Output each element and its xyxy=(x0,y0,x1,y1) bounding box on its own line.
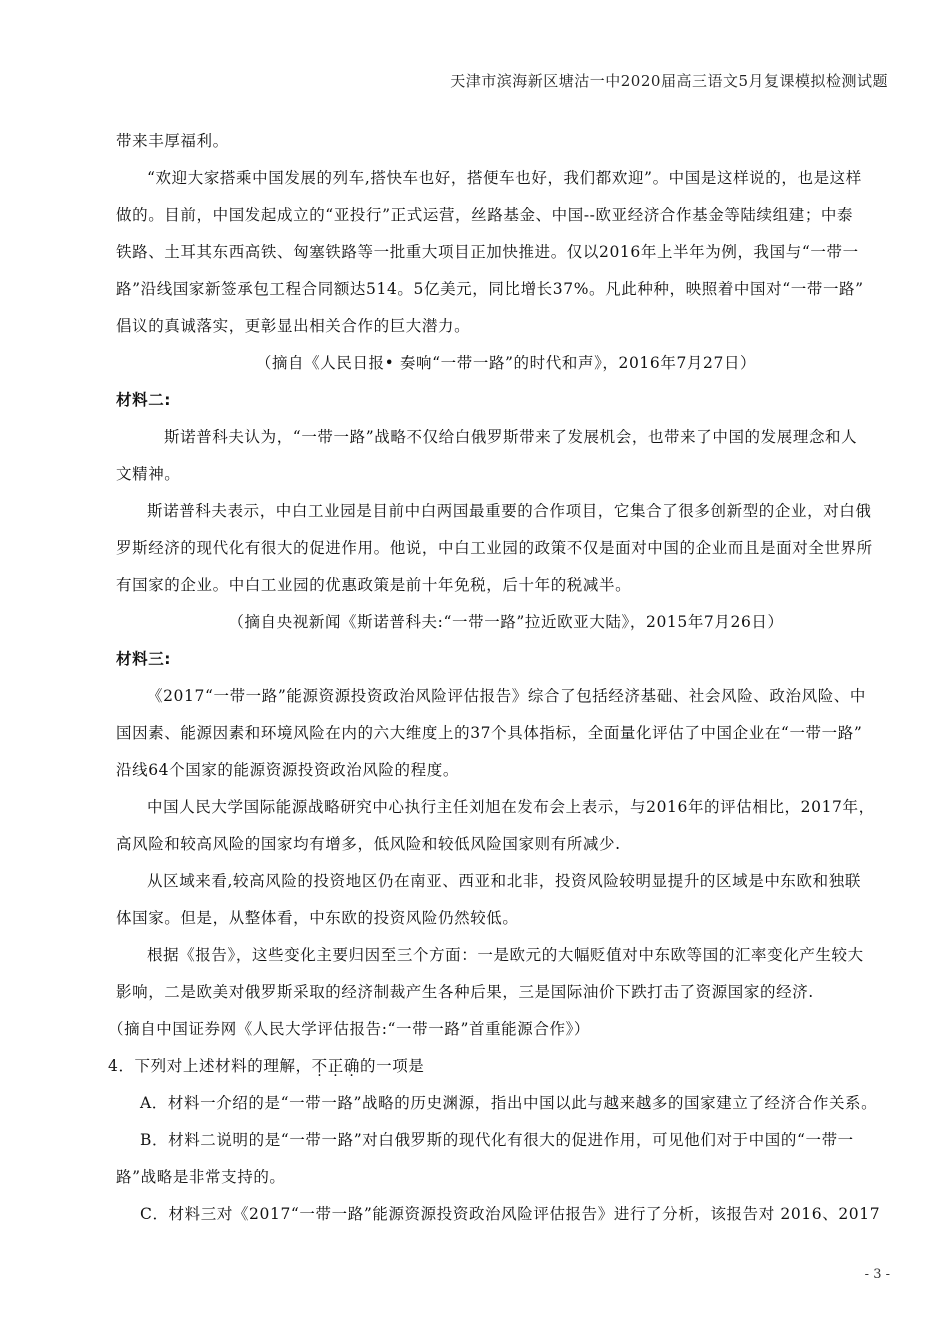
material1-p2-line4: 路”沿线国家新签承包工程合同额达514。5亿美元，同比增长37%。凡此种种，映照着中国对“一带一路” xyxy=(116,280,864,298)
option-b-line1: B．材料二说明的是“一带一路”对白俄罗斯的现代化有很大的促进作用，可见他们对于中国的“一带一 xyxy=(140,1131,854,1149)
emphasis-char-1: 不 xyxy=(311,1057,328,1075)
question-stem-prefix: 4．下列对上述材料的理解， xyxy=(108,1057,312,1075)
material2-p2-line2: 罗斯经济的现代化有很大的促进作用。他说，中白工业园的政策不仅是面对中国的企业而且是面对全世界所 xyxy=(116,539,873,557)
material3-p4-line1: 根据《报告》，这些变化主要归因至三个方面：一是欧元的大幅贬值对中东欧等国的汇率变化产生较大 xyxy=(147,946,864,964)
material3-p4-line2: 影响，二是欧美对俄罗斯采取的经济制裁产生各种后果，三是国际油价下跌打击了资源国家的经济. xyxy=(116,983,814,1001)
material3-p3-line2: 体国家。但是，从整体看，中东欧的投资风险仍然较低。 xyxy=(116,909,519,927)
material1-p2-line5: 倡议的真诚落实，更彰显出相关合作的巨大潜力。 xyxy=(116,317,471,335)
option-a: A．材料一介绍的是“一带一路”战略的历史渊源，指出中国以此与越来越多的国家建立了经济合作关系。 xyxy=(140,1094,878,1112)
material2-p1-line2: 文精神。 xyxy=(116,465,181,483)
material1-tail: 带来丰厚福利。 xyxy=(116,132,229,150)
option-c: C．材料三对《2017“一带一路”能源资源投资政治风险评估报告》进行了分析，该报告对 2016、2017 xyxy=(140,1205,881,1223)
material3-p1-line2: 国因素、能源因素和环境风险在内的六大维度上的37个具体指标，全面量化评估了中国企业在“一带一路” xyxy=(116,724,863,742)
material1-p2-line1: “欢迎大家搭乘中国发展的列车,搭快车也好，搭便车也好，我们都欢迎”。中国是这样说的，也是这样 xyxy=(147,169,862,187)
material3-source: （摘自中国证券网《人民大学评估报告:“一带一路”首重能源合作》） xyxy=(108,1020,591,1038)
page-header: 天津市滨海新区塘沽一中2020届高三语文5月复课模拟检测试题 xyxy=(450,72,888,90)
option-b-line2: 路”战略是非常支持的。 xyxy=(116,1168,286,1186)
material3-p1-line3: 沿线64个国家的能源资源投资政治风险的程度。 xyxy=(116,761,459,779)
material2-p2-line1: 斯诺普科夫表示，中白工业园是目前中白两国最重要的合作项目，它集合了很多创新型的企业，对白俄 xyxy=(147,502,872,520)
material1-p2-line3: 铁路、土耳其东西高铁、匈塞铁路等一批重大项目正加快推进。仅以2016年上半年为例，我国与“一带一 xyxy=(116,243,859,261)
material3-p2-line1: 中国人民大学国际能源战略研究中心执行主任刘旭在发布会上表示，与2016年的评估相比，2017年， xyxy=(147,798,875,816)
emphasis-char-3: 确 xyxy=(343,1057,360,1075)
material2-p2-line3: 有国家的企业。中白工业园的优惠政策是前十年免税，后十年的税减半。 xyxy=(116,576,632,594)
emphasis-char-2: 正 xyxy=(327,1057,344,1075)
page-number: - 3 - xyxy=(864,1267,890,1282)
material1-p2-line2: 做的。目前，中国发起成立的“亚投行”正式运营，丝路基金、中国--欧亚经济合作基金等陆续组建；中泰 xyxy=(116,206,854,224)
material2-p1-line1: 斯诺普科夫认为，“一带一路”战略不仅给白俄罗斯带来了发展机会，也带来了中国的发展理念和人 xyxy=(164,428,858,446)
material3-p2-line2: 高风险和较高风险的国家均有增多，低风险和较低风险国家则有所减少. xyxy=(116,835,621,853)
material3-heading: 材料三: xyxy=(116,650,172,668)
material3-p3-line1: 从区域来看,较高风险的投资地区仍在南亚、西亚和北非，投资风险较明显提升的区域是中东欧和独联 xyxy=(147,872,861,890)
material3-p1-line1: 《2017“一带一路”能源资源投资政治风险评估报告》综合了包括经济基础、社会风险、政治风险、中 xyxy=(147,687,866,705)
question-stem-suffix: 的一项是 xyxy=(360,1057,425,1075)
material2-heading: 材料二: xyxy=(116,391,172,409)
material2-source: （摘自央视新闻《斯诺普科夫:“一带一路”拉近欧亚大陆》，2015年7月26日） xyxy=(228,613,784,631)
document-body xyxy=(108,128,896,1238)
question-stem xyxy=(108,1053,896,1090)
material1-source: （摘自《人民日报• 奏响“一带一路”的时代和声》，2016年7月27日） xyxy=(255,354,757,372)
